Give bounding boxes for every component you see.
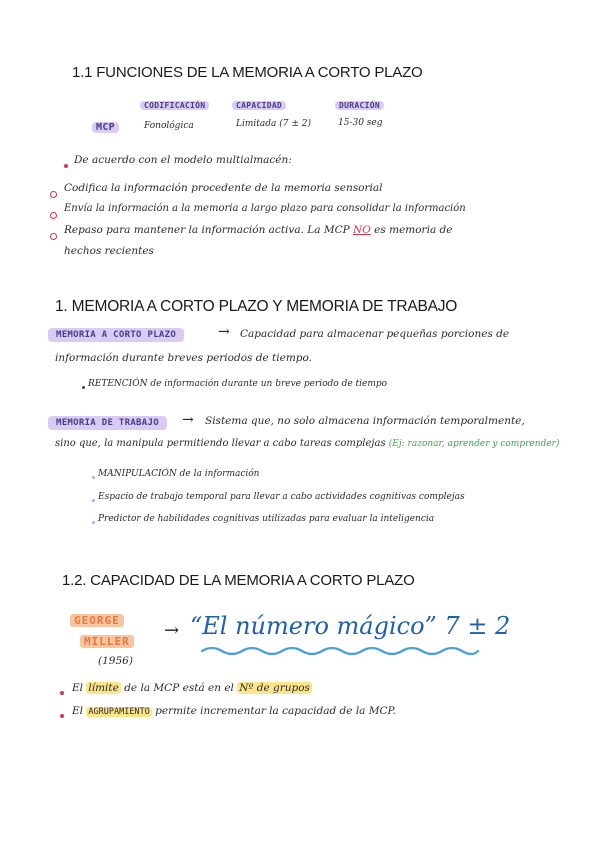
sub-item: Espacio de trabajo temporal para llevar a cabo actividades cognitivas complejas — [98, 492, 465, 502]
example-text: (Ej: razonar, aprender y comprender) — [388, 439, 560, 449]
bullet-circle — [50, 233, 57, 240]
bullet-dot — [60, 691, 64, 695]
bullet-dot — [64, 164, 68, 168]
section-heading-memoria-trabajo: 1. MEMORIA A CORTO PLAZO Y MEMORIA DE TRABAJO — [55, 298, 458, 315]
intro-text: De acuerdo con el modelo multialmacén: — [74, 154, 292, 166]
bullet-dot — [92, 476, 95, 479]
value-codificacion: Fonológica — [144, 121, 194, 131]
bullet-dot — [92, 521, 95, 524]
column-header-codificacion: CODIFICACIÓN — [140, 101, 209, 110]
sub-item: RETENCIÓN de información durante un breve periodo de tiempo — [88, 379, 388, 389]
definition-line: Capacidad para almacenar pequeñas porciones de — [240, 328, 510, 340]
definition-line: Sistema que, no solo almacena información temporalmente, — [205, 415, 525, 427]
section-heading-capacidad: 1.2. CAPACIDAD DE LA MEMORIA A CORTO PLAZO — [62, 572, 415, 589]
list-item-continuation: hechos recientes — [64, 245, 154, 257]
bullet-dot — [60, 714, 64, 718]
magic-number-title: “El número mágico” 7 ± 2 — [190, 612, 511, 640]
list-item: Envía la información a la memoria a largo plazo para consolidar la información — [64, 203, 466, 214]
highlight-limite: límite — [88, 682, 119, 694]
arrow-icon: → — [218, 324, 230, 340]
highlight-agrupamiento: AGRUPAMIENTO — [88, 707, 150, 717]
arrow-icon: → — [164, 620, 180, 641]
bullet-dot — [82, 386, 85, 389]
year: (1956) — [98, 655, 133, 667]
list-item: Repaso para mantener la información activa. La MCP NO es memoria de — [64, 224, 453, 236]
definition-line: sino que, la manipula permitiendo llevar a cabo tareas complejas (Ej: razonar, aprender y comprender) — [55, 438, 560, 449]
sub-item: MANIPULACIÓN de la información — [98, 469, 260, 479]
definition-line: información durante breves periodos de tiempo. — [55, 352, 312, 364]
list-item: El límite de la MCP está en el Nº de grupos — [72, 682, 310, 694]
value-duracion: 15-30 seg — [338, 118, 383, 128]
no-emphasis: NO — [353, 224, 371, 236]
list-item: Codifica la información procedente de la memoria sensorial — [64, 182, 383, 194]
wavy-underline — [200, 644, 480, 658]
name-george: GEORGE — [70, 609, 124, 628]
list-item: El AGRUPAMIENTO permite incrementar la capacidad de la MCP. — [72, 705, 396, 717]
bullet-dot — [92, 499, 95, 502]
bullet-circle — [50, 191, 57, 198]
column-header-duracion: DURACIÓN — [335, 101, 384, 110]
name-miller: MILLER — [80, 630, 134, 649]
term-memoria-corto-plazo: MEMORIA A CORTO PLAZO — [48, 330, 184, 340]
section-heading-funciones: 1.1 FUNCIONES DE LA MEMORIA A CORTO PLAZO — [72, 64, 423, 81]
row-label-mcp: MCP — [92, 122, 119, 133]
sub-item: Predictor de habilidades cognitivas utilizadas para evaluar la inteligencia — [98, 514, 435, 524]
value-capacidad: Limitada (7 ± 2) — [236, 119, 311, 129]
term-memoria-trabajo: MEMORIA DE TRABAJO — [48, 418, 167, 428]
bullet-circle — [50, 212, 57, 219]
column-header-capacidad: CAPACIDAD — [232, 101, 286, 110]
highlight-grupos: Nº de grupos — [239, 682, 310, 694]
arrow-icon: → — [182, 412, 194, 428]
